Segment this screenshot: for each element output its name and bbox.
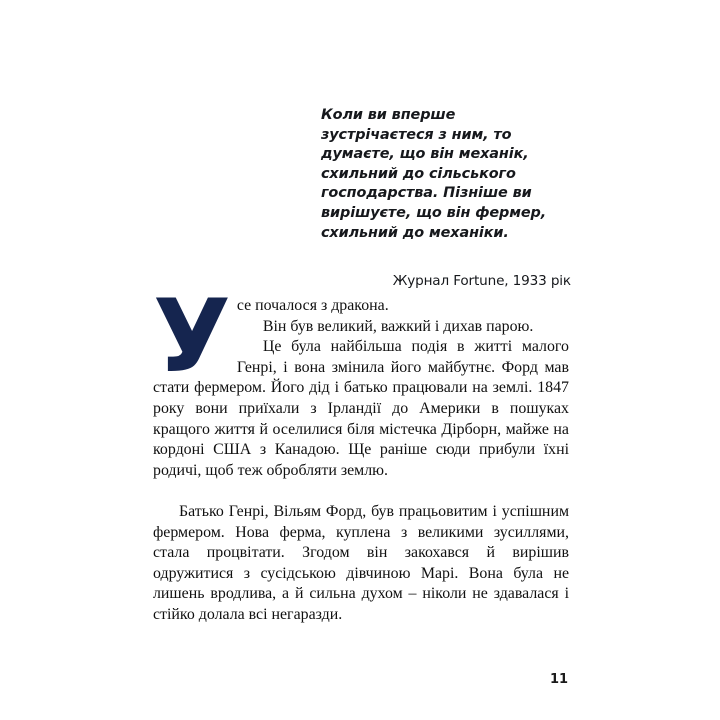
page-footer <box>0 672 720 687</box>
epigraph-block <box>321 106 571 290</box>
paragraph-1: се почалося з дракона. <box>236 297 389 314</box>
paragraph-3: Це була найбільша подія в житті малого Генрі, і вона змінила його майбутнє. Форд мав стати фермером. Його дід і батько працювали на землі. 1847 року вони приїхали з Ірландії до Америки в пошуках кращого життя й оселилися біля містечка Дірборн, майже на кордоні США з Канадою. Ще раніше сюди прибули їхні родичі, щоб теж обробляти землю. <box>153 338 569 479</box>
epigraph-quote: Коли ви вперше зустрічаєтеся з ним, то думаєте, що він механік, схильний до сільського господарства. Пізніше ви вирішуєте, що він фермер, схильний до механіки. <box>321 107 547 241</box>
paragraph-2: Він був великий, важкий і дихав парою. <box>262 317 534 335</box>
page-number: 11 <box>549 672 569 687</box>
drop-cap: У <box>153 277 231 395</box>
epigraph-source: Журнал Fortune, 1933 рік <box>392 273 571 290</box>
paragraph-4: Батько Генрі, Вільям Форд, був працьовитим і успішним фермером. Нова ферма, куплена з великими зусиллями, стала процвітати. Згодом він закохався й вирішив одружитися з сусідською дівчиною Марі. Вона була не лишень вродлива, а й сильна духом – ніколи не здавалася і стійко долала всі негаразди. <box>153 502 569 623</box>
